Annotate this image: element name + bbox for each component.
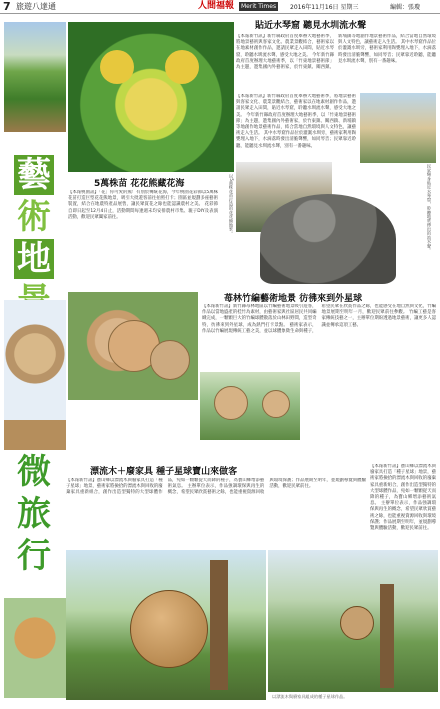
seed-sphere-main xyxy=(130,590,208,668)
headline-flower: 5萬株苗 花花熊藏花海 xyxy=(94,179,185,189)
headline-water-piano: 貼近水琴窟 聽見水圳流水聲 xyxy=(255,21,367,31)
body-seed-planet: 【本報新竹訊】寶山鄉以漂流木與廢家具打造「種子星球」地景，藝術家將撿拾的漂流木與回收的廢棄家具重新組合，創作出造型獨特的大型球體作品，宛如一顆顆從天而降的種子，為寶山鄉增添藝術氣息。 主辦單位表示，作品強調環保與再生的概念，希望民眾欣賞藝術之餘，也能重視資源回收與環境保護；作品展期至明年，並規劃導覽與體驗活動，歡迎民眾前往。 xyxy=(66,478,366,496)
title-char-2: 術 xyxy=(17,197,51,237)
body-bamboo: 【本報新竹訊】新竹縣苺林地區以竹編藝術地景吸引遊客，作品以當地盛產的桂竹為素材，由藝術家與社區居民共同編織完成，一顆顆巨大的竹編球體散落於山林田野間，造型奇特，彷彿來到外星球，成為熱門打卡景點。 藝術家表示，作品以竹編展現傳統工藝之美，並以球體象徵生命與種子，希望民眾在欣賞作品之餘，也能感受在地自然與文化，竹編地景展期至明年一月，歡迎民眾前往參觀。 竹編工藝是客家傳統技藝之一，主辦單位期盼透過地景藝術，讓更多人認識並傳承這項工藝。 xyxy=(202,304,436,334)
bamboo-sphere-d xyxy=(262,390,290,418)
photo-water-piano-people xyxy=(360,93,436,163)
seed-sphere-right xyxy=(340,606,374,640)
title-art-landscape xyxy=(14,155,58,323)
photo-garden-top-left xyxy=(4,22,66,132)
body-flower: 【本報桃園訊】「花」你可愛的熊！有別於傳統花海，今年桃園花彩節以5萬株花苗打造巨型花花熊地景，吸引大批遊客前往拍照打卡；園區並規劃多座藝術裝置，結合在地農特產品展售，讓民眾賞花之餘也能認識農村之美。 花彩節自即日起至12月4日止，活動期間每逢週末均安排農村市集、親子DIY及表演活動，歡迎民眾闔家前往。 xyxy=(68,190,218,220)
photo-bamboo-ball-close xyxy=(4,420,66,450)
caption-flower: 以5萬株花苗打造的花花熊地景。 xyxy=(229,174,234,236)
tree-trunk-right xyxy=(380,584,394,688)
page-code: 編輯：張瓊 xyxy=(390,4,421,11)
newspaper-logo: 人間福報 xyxy=(198,1,235,11)
bamboo-sphere-c xyxy=(214,386,248,420)
caption-water-piano: 民眾彎身貼近水琴窟，聆聽地底傳出的流水聲。 xyxy=(427,164,432,252)
body-water-piano-cont: 【本報新竹訊】新竹縣政府首度舉辦大地藝術季，將地景藝術與客家文化、農業景觀結合，藝術家以在地素材創作作品，邀請民眾走入田間，貼近水琴窟，聆聽水圳流水聲，感受大地之美。 今年新竹縣政府首度辦理大地藝術季，以「竹東地景藝術節」為主題，邀集國內外藝術家，於竹東鎮、關西鎮、新埔鎮等地創作地景藝術作品，結合當地自然環境與人文特色，讓藝術走入生活。 其中水琴窟作品位於灌溉水圳旁，藝術家利用陶甕埋入地下，水滴落時發出清脆聲響，如同琴音；民眾靠近聆聽，能聽見水圳流水聲，別有一番趣味。 xyxy=(236,94,356,149)
title-micro-travel xyxy=(14,452,58,578)
photo-stone-dome xyxy=(260,194,396,284)
page-number: 7 xyxy=(3,0,11,13)
photo-seed-planet-left xyxy=(4,598,66,698)
section-name: 旅遊八達通 xyxy=(16,2,56,11)
page-header xyxy=(0,0,440,14)
photo-bear-flowers xyxy=(68,22,234,172)
title-char-5: 微 xyxy=(17,452,51,492)
body-water-piano: 【本報新竹訊】新竹縣政府首度舉辦大地藝術季，將地景藝術與客家文化、農業景觀結合，藝術家以在地素材創作作品，邀請民眾走入田間，貼近水琴窟，聆聽水圳流水聲，感受大地之美。 今年新竹縣政府首度辦理大地藝術季，以「竹東地景藝術節」為主題，邀集國內外藝術家，於竹東鎮、關西鎮、新埔鎮等地創作地景藝術作品，結合當地自然環境與人文特色，讓藝術走入生活。 其中水琴窟作品位於灌溉水圳旁，藝術家利用陶甕埋入地下，水滴落時發出清脆聲響，如同琴音；民眾靠近聆聽，能聽見水圳流水聲，別有一番趣味。 xyxy=(236,34,436,71)
title-char-7: 行 xyxy=(17,536,51,576)
caption-seed-planet: 以漂流木與廢家具組成的種子星球作品。 xyxy=(272,694,348,699)
headline-seed-planet: 漂流木＋廢家具 種子星球寶山來做客 xyxy=(90,467,238,477)
bamboo-sphere-b xyxy=(150,340,190,380)
issue-date: 2016年11月16日 星期三 xyxy=(290,4,359,11)
driftwood-tower xyxy=(210,560,228,690)
newspaper-tag: Merit Times xyxy=(241,3,277,10)
title-char-1: 藝 xyxy=(14,155,54,195)
title-char-6: 旅 xyxy=(17,494,51,534)
body-seed-planet-cont: 【本報新竹訊】寶山鄉以漂流木與廢家具打造「種子星球」地景，藝術家將撿拾的漂流木與回收的廢棄家具重新組合，創作出造型獨特的大型球體作品，宛如一顆顆從天而降的種子，為寶山鄉增添藝術氣息。 主辦單位表示，作品強調環保與再生的概念，希望民眾欣賞藝術之餘，也能重視資源回收與環境保護；作品展期至明年，並規劃導覽與體驗活動，歡迎民眾前往。 xyxy=(370,464,436,532)
photo-bamboo-ball-left xyxy=(4,300,66,420)
flower-bear-ear-left xyxy=(100,50,134,84)
title-char-3: 地 xyxy=(14,239,54,279)
headline-bamboo: 苺林竹編藝術地景 彷彿來到外星球 xyxy=(224,294,363,304)
flower-bear-ear-right xyxy=(165,50,199,84)
